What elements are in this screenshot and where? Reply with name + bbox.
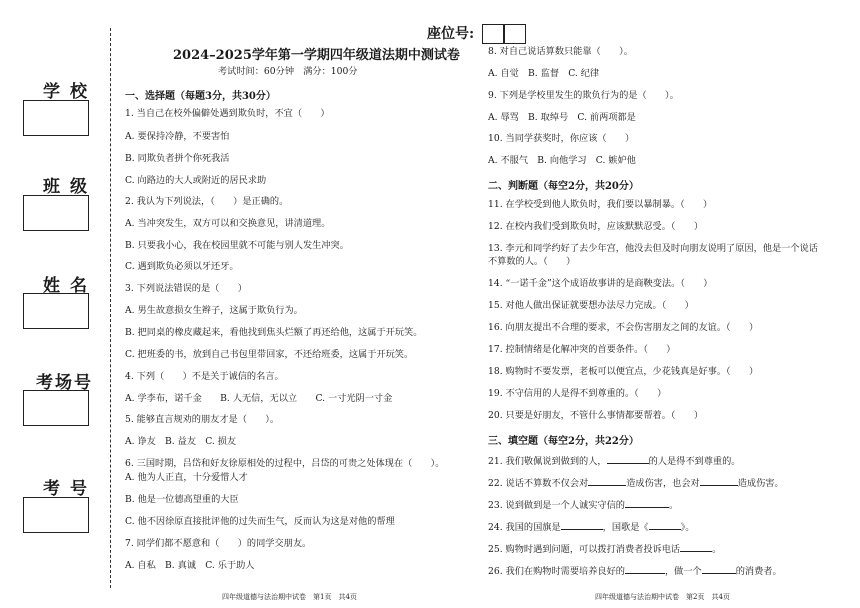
question-line: A. 他为人正直，十分爱惜人才 <box>125 472 248 483</box>
question-line: 1. 当自己在校外偏僻处遇到欺负时，不宜（ ） <box>125 108 330 119</box>
fill-text: 24. 我国的国旗是 <box>488 522 561 533</box>
page-footer-right: 四年级道德与法治期中试卷 第2页 共4页 <box>595 593 730 601</box>
question-line: A. 不服气 B. 向他学习 C. 嫉妒他 <box>488 155 636 166</box>
fill-text: 。 <box>712 544 722 555</box>
question-line: A. 学李布，诺千金 B. 人无信，无以立 C. 一寸光阴一寸金 <box>125 393 393 404</box>
question-line: 11. 在学校受到他人欺负时，我们要以暴制暴。（ ） <box>488 199 713 210</box>
fill-text: 的消费者。 <box>735 566 782 577</box>
question-line: 5. 能够直言规劝的朋友才是（ ）。 <box>125 414 280 425</box>
name-field[interactable] <box>23 293 89 329</box>
question-line: B. 他是一位德高望重的大臣 <box>125 494 239 505</box>
fill-text: ，做一个 <box>664 566 702 577</box>
question-line: B. 同欺负者拼个你死我活 <box>125 153 230 164</box>
fill-question <box>488 565 782 576</box>
question-line: 7. 同学们都不愿意和（ ）的同学交朋友。 <box>125 538 312 549</box>
question-line: 12. 在校内我们受到欺负时，应该默默忍受。（ ） <box>488 221 704 232</box>
answer-blank[interactable] <box>588 477 626 486</box>
fill-text: 26. 我们在购物时需要培养良好的 <box>488 566 625 577</box>
question-line: A. 当冲突发生，双方可以和交换意见，讲清道理。 <box>125 218 331 229</box>
question-line: 13. 李元和同学约好了去少年宫，他没去但及时向朋友说明了原因，他是一个说话 <box>488 243 818 254</box>
question-line: 18. 购物时不要发票，老板可以便宜点，少花钱真是好事。（ ） <box>488 366 759 377</box>
question-line: A. 诤友 B. 益友 C. 损友 <box>125 436 237 447</box>
question-line: 8. 对自己说话算数只能靠（ ）。 <box>488 46 633 57</box>
question-line: C. 把班委的书，放到自己书包里带回家，不还给班委，这属于开玩笑。 <box>125 349 414 360</box>
fill-text: 21. 我们敬佩说到做到的人， <box>488 456 607 467</box>
fill-question <box>488 521 694 532</box>
fill-question <box>488 543 721 554</box>
question-line: 17. 控制情绪是化解冲突的首要条件。（ ） <box>488 344 676 355</box>
exam-info: 考试时间：60分钟 满分：100分 <box>218 66 358 77</box>
class-label: 班级 <box>43 177 97 197</box>
question-line: C. 他不因徐原直接批评他的过失而生气，反而认为这是对他的帮理 <box>125 516 395 527</box>
question-line: C. 遇到欺负必须以牙还牙。 <box>125 261 239 272</box>
name-label: 姓名 <box>43 276 97 296</box>
fill-text: 的人是得不到尊重的。 <box>648 456 741 467</box>
page-footer-left: 四年级道德与法治期中试卷 第1页 共4页 <box>222 593 357 601</box>
question-line: 15. 对他人做出保证就要想办法尽力完成。（ ） <box>488 300 694 311</box>
fill-text: 造成伤害，也会对 <box>626 478 700 489</box>
section-fill-heading: 三、填空题（每空2分，共22分） <box>488 436 639 447</box>
question-line: A. 辱骂 B. 取绰号 C. 前两项都是 <box>488 112 636 123</box>
class-field[interactable] <box>23 195 89 231</box>
question-line: C. 向路边的大人或附近的居民求助 <box>125 175 267 186</box>
question-line: 2. 我认为下列说法，（ ）是正确的。 <box>125 196 289 207</box>
question-line: 14. “一诺千金”这个成语故事讲的是商鞅变法。（ ） <box>488 278 713 289</box>
question-line: A. 自私 B. 真诚 C. 乐于助人 <box>125 560 255 571</box>
question-line: A. 要保持冷静，不要害怕 <box>125 131 230 142</box>
fill-text: 25. 购物时遇到问题，可以拨打消费者投诉电话 <box>488 544 681 555</box>
answer-blank[interactable] <box>700 477 738 486</box>
question-line: 10. 当同学获奖时，你应该（ ） <box>488 133 635 144</box>
page-title: 2024–2025学年第一学期四年级道法期中测试卷 <box>173 48 460 63</box>
question-line: 4. 下列（ ）不是关于诚信的名言。 <box>125 371 284 382</box>
exam-room-label: 考场号 <box>36 373 93 393</box>
question-line: B. 只要我小心，我在校园里就不可能与别人发生冲突。 <box>125 240 349 251</box>
question-line: 不算数的人。（ ） <box>488 256 576 267</box>
question-line: 16. 向朋友提出不合理的要求，不会伤害朋友之间的友谊。（ ） <box>488 322 759 333</box>
section-judge-heading: 二、判断题（每空2分，共20分） <box>488 181 639 192</box>
fill-text: ，国歌是《 <box>602 522 649 533</box>
fill-text: 22. 说话不算数不仅会对 <box>488 478 589 489</box>
exam-number-field[interactable] <box>23 497 89 533</box>
fold-line <box>110 28 111 588</box>
answer-blank[interactable] <box>561 521 603 530</box>
answer-blank[interactable] <box>625 565 665 574</box>
question-line: 6. 三国时期，吕岱和好友徐原相处的过程中，吕岱的可贵之处体现在（ ）。 <box>125 458 445 469</box>
seat-box-2[interactable] <box>503 24 526 44</box>
answer-blank[interactable] <box>607 455 649 464</box>
fill-text: 造成伤害。 <box>737 478 784 489</box>
fill-text: 》。 <box>680 522 695 533</box>
fill-question <box>488 477 784 488</box>
seat-label: 座位号: <box>427 26 475 42</box>
question-line: 3. 下列说法错误的是（ ） <box>125 283 247 294</box>
question-line: 9. 下列是学校里发生的欺负行为的是（ ）。 <box>488 90 679 101</box>
fill-text: 23. 说到做到是一个人诚实守信的 <box>488 500 625 511</box>
question-line: 19. 不守信用的人是得不到尊重的。（ ） <box>488 388 667 399</box>
question-line: A. 男生故意损女生辫子，这属于欺负行为。 <box>125 305 303 316</box>
section-choice-heading: 一、选择题（每题3分，共30分） <box>125 91 276 102</box>
question-line: B. 把同桌的橡皮藏起来，看他找到焦头烂额了再还给他，这属于开玩笑。 <box>125 327 423 338</box>
question-line: 20. 只要是好朋友，不管什么事情都要帮着。（ ） <box>488 410 704 421</box>
answer-blank[interactable] <box>625 499 669 508</box>
school-label: 学校 <box>43 82 97 102</box>
answer-blank[interactable] <box>649 521 681 530</box>
answer-blank[interactable] <box>702 565 736 574</box>
fill-text: 。 <box>668 500 679 511</box>
answer-blank[interactable] <box>680 543 712 552</box>
seat-box-1[interactable] <box>482 24 505 44</box>
fill-question <box>488 499 678 510</box>
exam-number-label: 考号 <box>43 479 97 499</box>
question-line: A. 自觉 B. 监督 C. 纪律 <box>488 68 600 79</box>
school-field[interactable] <box>23 100 89 136</box>
fill-question <box>488 455 740 466</box>
exam-room-field[interactable] <box>23 390 89 426</box>
